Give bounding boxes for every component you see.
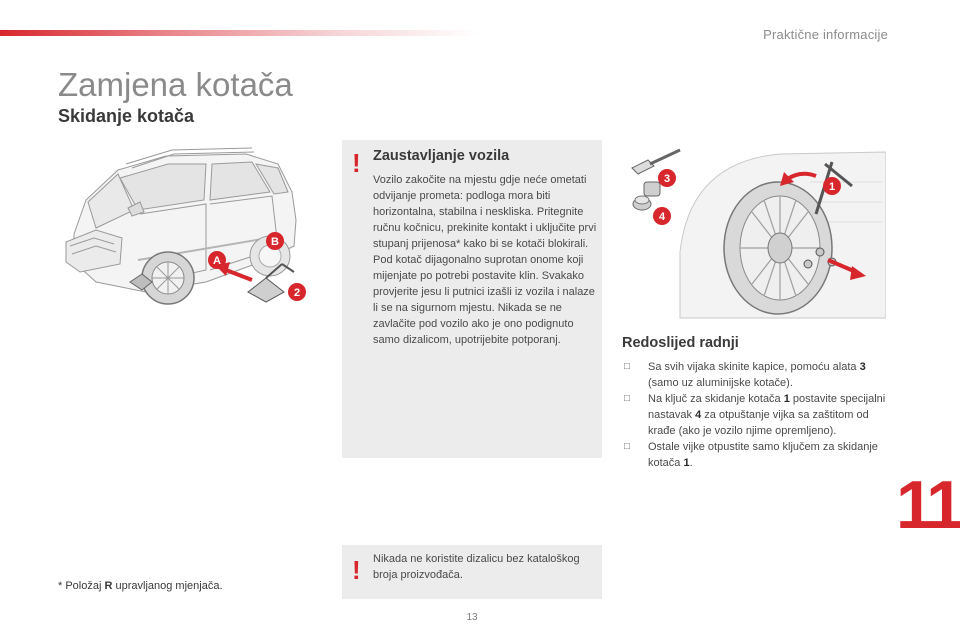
car-jack-illustration <box>56 142 328 322</box>
warning-body: Vozilo zakočite na mjestu gdje neće ometati odvijanje prometa: podloga mora biti horizontalna, stabilna i neskliska. Pritegnite ručnu kočnicu, prekinite kontakt i uključite prvi stupanj prijenosa* kako bi se kotači blokirali. Pod kotač dijagonalno suprotan onome koji mijenjate po potrebi postavite klin. Svakako provjerite jesu li putnici izašli iz vozila i nalaze li se na sigurnom mjestu. Nikada se ne zavlačite pod vozilo ako je ono podignuto samo dizalicom, upotrijebite potporanj. <box>373 174 597 346</box>
callout-2-label: 2 <box>293 287 301 299</box>
footnote: * Položaj R upravljanog mjenjača. <box>58 580 223 592</box>
callout-4-label: 4 <box>658 211 666 223</box>
section-title: Skidanje kotača <box>58 106 195 126</box>
wheel-removal-illustration <box>620 142 886 320</box>
page-number: 13 <box>466 612 478 623</box>
list-item: □ Na ključ za skidanje kotača 1 postavite specijalni nastavak 4 za otpuštanje vijka sa zaštitom od krađe (ako je vozilo njime opremljeno). <box>624 393 886 437</box>
checkbox-bullet-icon: □ <box>624 441 631 452</box>
callout-a-label: A <box>213 255 221 267</box>
callout-b-label: B <box>271 236 279 248</box>
callout-1-label: 1 <box>828 181 836 193</box>
warning-box-stopping <box>342 140 602 458</box>
header-section-title: Praktične informacije <box>763 27 888 42</box>
chapter-number: 11 <box>896 467 960 543</box>
note-text: Nikada ne koristite dizalicu bez kataloškog broja proizvođača. <box>373 553 580 581</box>
note-box-jack <box>342 545 602 599</box>
header-accent-stripe <box>0 30 480 36</box>
warning-exclamation-icon: ! <box>352 148 361 178</box>
callout-3-label: 3 <box>663 173 671 185</box>
checkbox-bullet-icon: □ <box>624 361 631 372</box>
warning-exclamation-icon: ! <box>352 555 361 585</box>
list-item: □ Sa svih vijaka skinite kapice, pomoću alata 3 (samo uz aluminijske kotače). <box>624 361 866 389</box>
warning-title: Zaustavljanje vozila <box>373 148 510 164</box>
page-title: Zamjena kotača <box>58 66 293 103</box>
checkbox-bullet-icon: □ <box>624 393 631 404</box>
steps-title: Redoslijed radnji <box>622 335 739 351</box>
list-item: □ Ostale vijke otpustite samo ključem za skidanje kotača 1. <box>624 441 878 469</box>
steps-list <box>624 359 886 471</box>
